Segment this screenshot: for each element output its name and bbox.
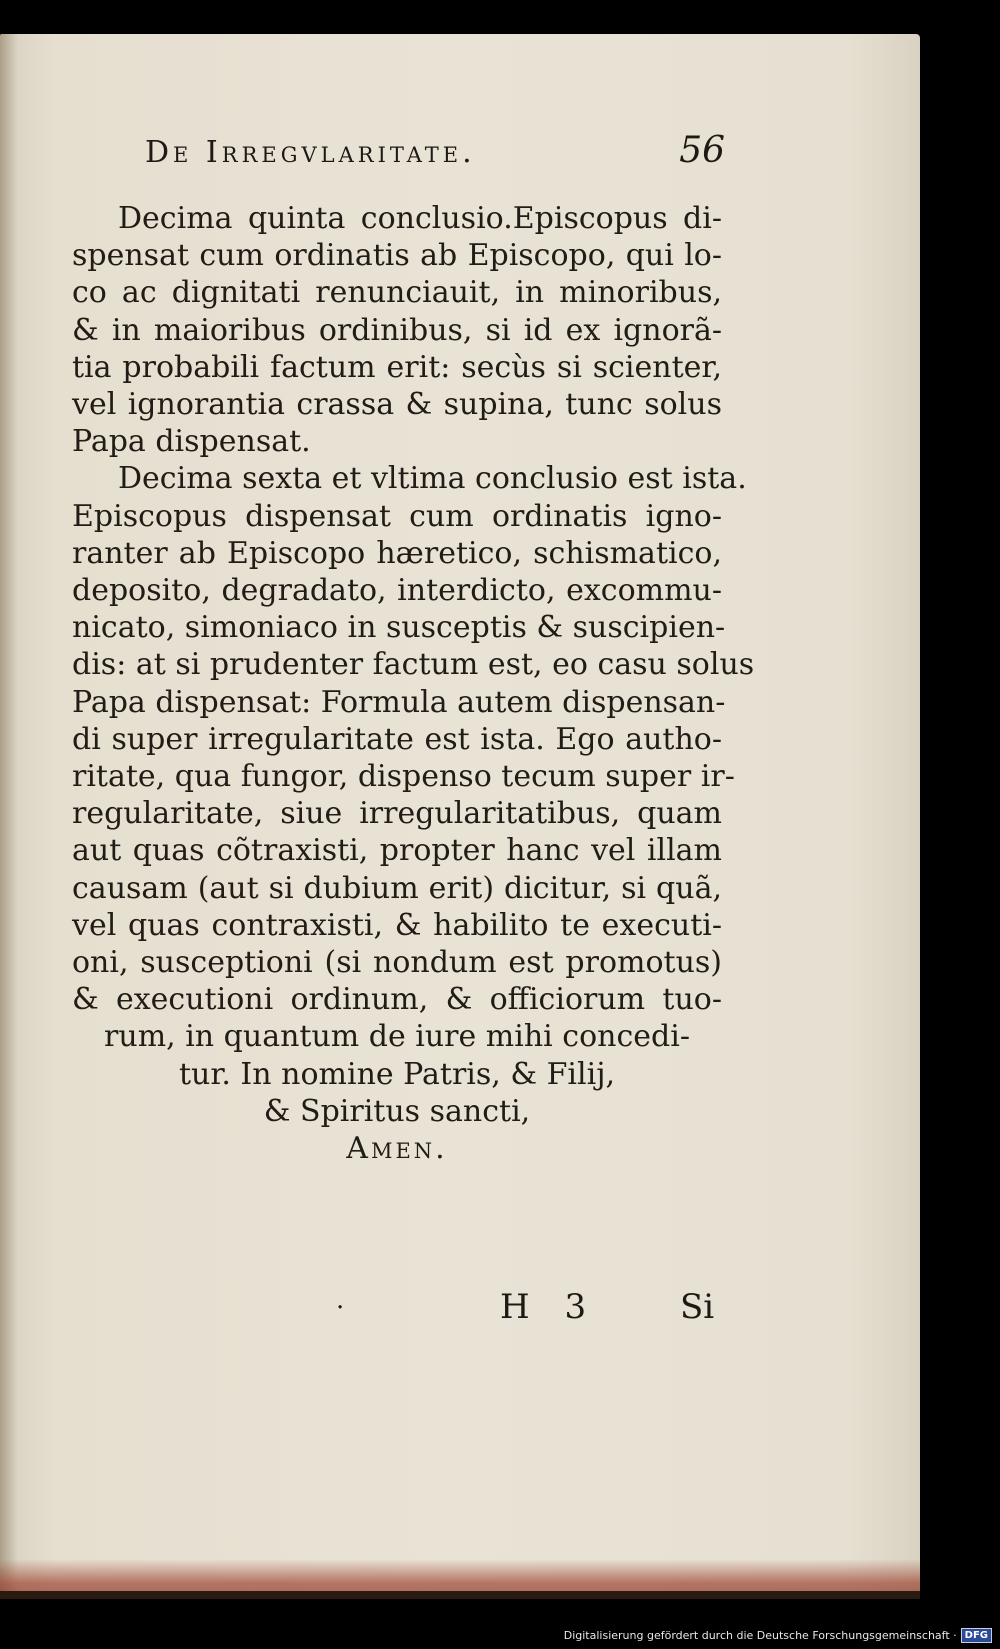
text-line: Decima quinta conclusio.Episcopus di- (118, 201, 722, 236)
text-line: Papa dispensat: Formula autem dispensan- (72, 684, 726, 720)
text-line: tur. In nomine Patris, & Filij, (178, 1056, 616, 1092)
text-line: oni, susceptioni (si nondum est promotus) (72, 945, 722, 981)
signature-mark: H 3 (500, 1287, 599, 1327)
page-header (145, 130, 725, 171)
text-line: co ac dignitati renunciauit, in minoribus, (72, 275, 722, 311)
text-line: regularitate, siue irregularitatibus, quam (72, 796, 722, 832)
text-line: tia probabili factum erit: secùs si scienter, (72, 349, 722, 385)
footer-dot: · (336, 1293, 345, 1323)
text-line: & in maioribus ordinibus, si id ex ignorã- (72, 312, 722, 348)
dfg-logo: DFG (961, 1628, 992, 1643)
text-line: nicato, simoniaco in susceptis & suscipien- (72, 610, 726, 646)
body-text (72, 200, 755, 1167)
credit-text: Digitalisierung gefördert durch die Deutsche Forschungsgemeinschaft · (563, 1629, 957, 1642)
page-edge-dark (0, 1591, 920, 1599)
text-line: spensat cum ordinatis ab Episcopo, qui lo- (72, 238, 722, 274)
text-line: vel ignorantia crassa & supina, tunc solus (72, 387, 722, 423)
text-line: Decima sexta et vltima conclusio est ista. (118, 461, 747, 497)
text-line: vel quas contraxisti, & habilito te executi- (72, 907, 722, 943)
text-line: deposito, degradato, interdicto, excommu- (72, 573, 722, 609)
text-line: Amen. (346, 1131, 448, 1167)
catchword: Si (680, 1287, 715, 1327)
text-line: di super irregularitate est ista. Ego autho- (72, 721, 722, 757)
text-line: Papa dispensat. (72, 424, 311, 460)
text-line: dis: at si prudenter factum est, eo casu solus (72, 647, 755, 683)
running-title: De Irregvlaritate. (145, 135, 476, 170)
book-page (0, 34, 920, 1599)
text-line: ritate, qua fungor, dispenso tecum super ir- (72, 759, 735, 795)
text-line: causam (aut si dubium erit) dicitur, si quã, (72, 870, 722, 906)
page-number: 56 (679, 130, 725, 171)
text-line: & Spiritus sancti, (263, 1093, 531, 1129)
text-line: aut quas cõtraxisti, propter hanc vel illam (72, 833, 722, 869)
text-line: ranter ab Episcopo hæretico, schismatico, (72, 535, 722, 571)
text-line: & executioni ordinum, & officiorum tuo- (72, 982, 722, 1018)
text-line: rum, in quantum de iure mihi concedi- (104, 1019, 690, 1055)
digitization-credit (564, 1628, 992, 1643)
page-footer (330, 1287, 730, 1337)
text-line: Episcopus dispensat cum ordinatis igno- (72, 498, 722, 534)
